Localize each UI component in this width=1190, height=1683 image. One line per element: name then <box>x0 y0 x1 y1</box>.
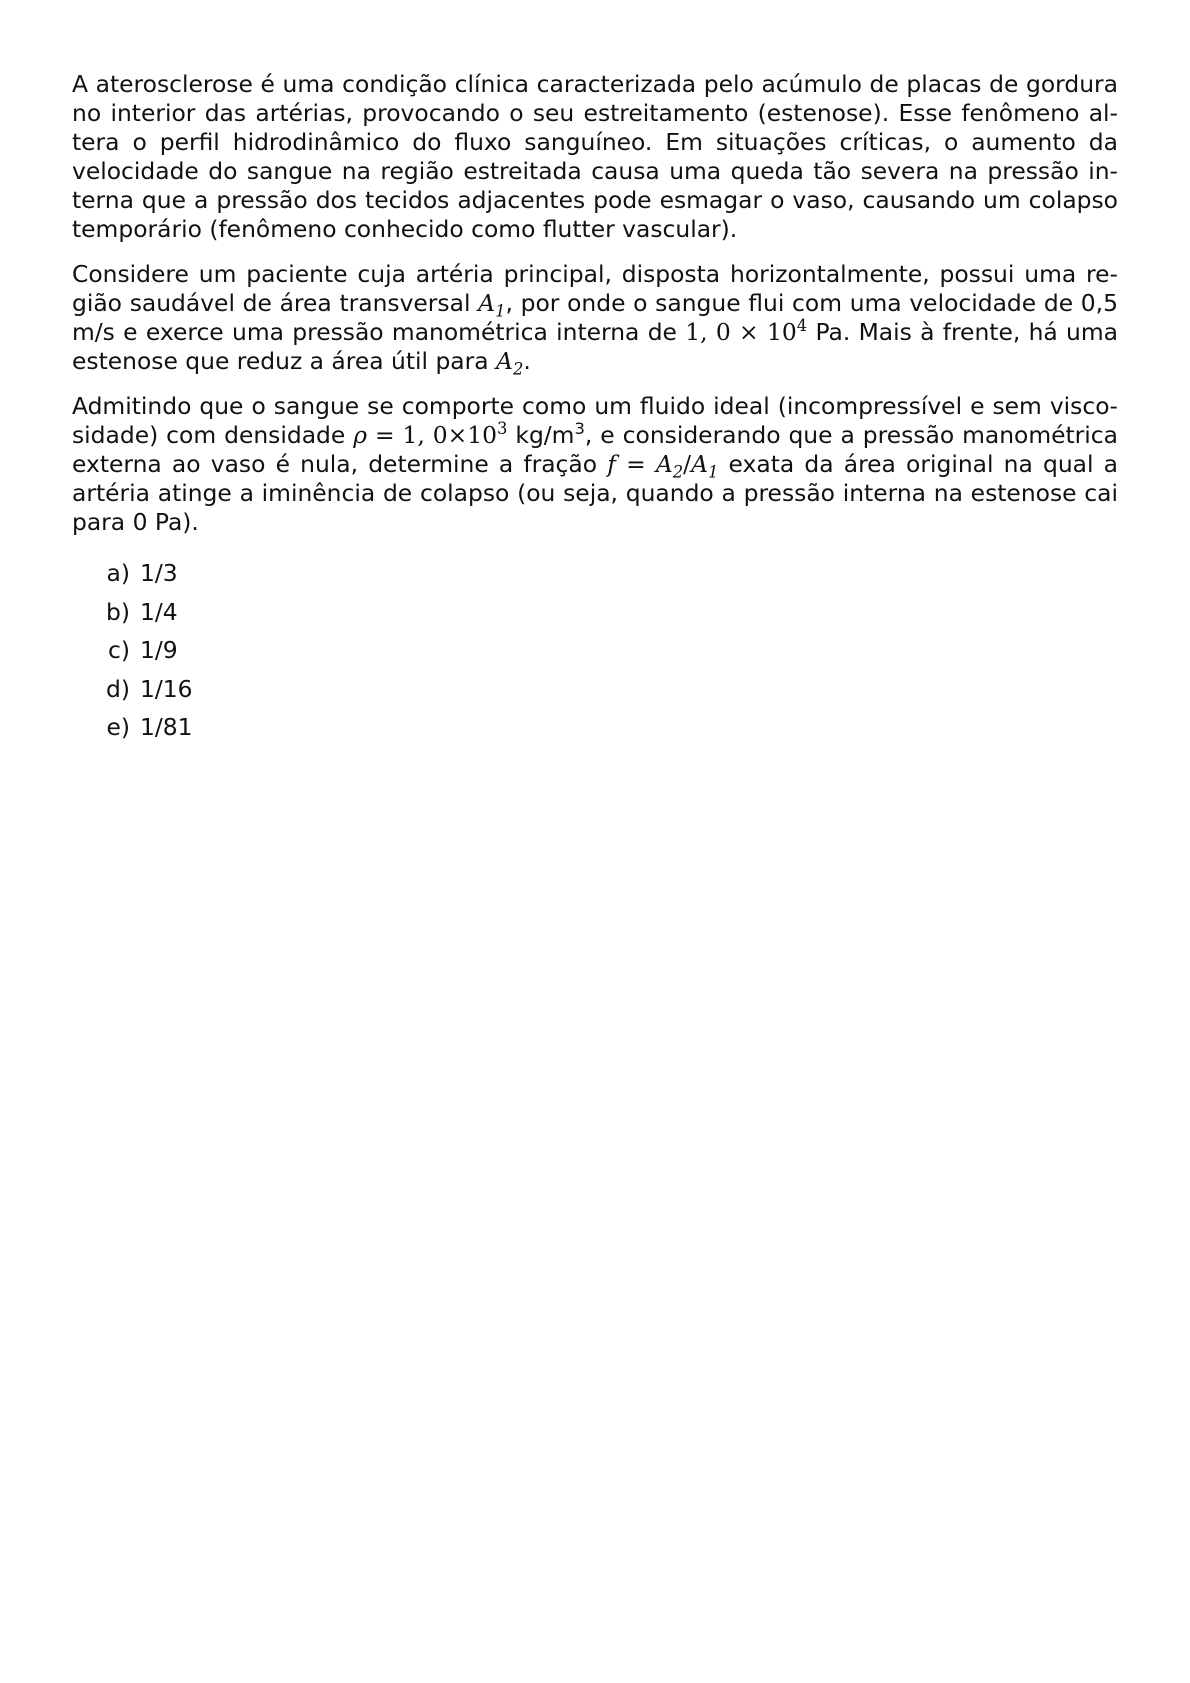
pressure-exponent: 4 <box>796 316 808 336</box>
option-text: 1/81 <box>140 713 193 741</box>
density-exponent: 3 <box>497 419 508 439</box>
density-value <box>367 421 507 449</box>
density-unit-exponent: 3 <box>574 419 585 439</box>
option-letter: e) <box>106 713 130 741</box>
scenario-text-1: Considere um paciente cuja artéria principal, disposta horizontalmente, possui uma região saudável de área transversal <box>72 260 1118 317</box>
task-text-1: Admitindo que o sangue se comporte como um fluido ideal (incompressível e sem viscosidade) com densidade <box>72 392 1118 449</box>
question-page <box>72 70 1118 752</box>
area-a2-base: A <box>496 347 513 375</box>
scenario-text-2: , por onde o sangue flui com uma velocidade de 0,5 m/s e exerce uma pressão manométrica interna de <box>72 289 1118 346</box>
option-a[interactable] <box>96 559 1118 598</box>
density-unit <box>507 421 584 449</box>
fraction-equals: = <box>615 450 656 478</box>
intro-paragraph: A aterosclerose é uma condição clínica caracterizada pelo acúmulo de placas de gordura no interior das artérias, provocando o seu estreitamento (estenose). Esse fenômeno altera o perfil hidrodinâmico do fluxo sanguíneo. Em situações críticas, o aumento da velocidade do sangue na região estreitada causa uma queda tão severa na pressão interna que a pressão dos tecidos adjacentes pode esmagar o vaso, causando um colapso temporário (fenômeno conhecido como flutter vascular). <box>72 70 1118 243</box>
task-text-3: exata da área original na qual a artéria atinge a iminência de colapso (ou seja, quando a pressão interna na estenose cai para 0 Pa). <box>72 450 1118 536</box>
area-a1-base: A <box>478 289 496 317</box>
fraction-slash: / <box>683 450 692 478</box>
option-letter: b) <box>106 597 130 626</box>
density-mantissa: = 1, 0×10 <box>367 421 498 449</box>
option-text: 1/4 <box>140 597 178 626</box>
scenario-text-4: . <box>523 347 531 375</box>
option-c[interactable] <box>96 636 1118 675</box>
area-a1 <box>478 289 506 321</box>
area-a2-sub: 2 <box>512 359 524 379</box>
area-a2 <box>496 347 524 379</box>
task-text-2: , e considerando que a pressão manométrica externa ao vaso é nula, determine a fração <box>72 421 1118 478</box>
answer-options <box>72 559 1118 752</box>
option-text: 1/9 <box>140 636 178 664</box>
fraction-denominator <box>691 450 719 482</box>
fraction-numerator <box>655 450 684 482</box>
option-b[interactable] <box>96 598 1118 637</box>
density-symbol: ρ <box>353 421 367 449</box>
option-letter: d) <box>106 674 130 703</box>
area-a1-sub: 1 <box>495 301 506 321</box>
fraction-denominator-base: A <box>691 450 708 478</box>
option-letter: a) <box>106 559 130 587</box>
option-d[interactable] <box>96 675 1118 714</box>
scenario-text-3: Pa. Mais à frente, há uma estenose que reduz a área útil para <box>72 318 1118 375</box>
fraction-denominator-sub: 1 <box>707 462 719 482</box>
option-letter: c) <box>108 636 130 664</box>
pressure-value <box>685 318 807 346</box>
density-unit-base: kg/m <box>507 421 575 449</box>
fraction-numerator-sub: 2 <box>672 462 684 482</box>
fraction-numerator-base: A <box>655 450 673 478</box>
option-text: 1/16 <box>140 674 193 703</box>
option-e[interactable] <box>96 713 1118 752</box>
pressure-mantissa: 1, 0 × 10 <box>685 318 797 346</box>
fraction-symbol: f <box>607 450 616 478</box>
option-text: 1/3 <box>140 559 178 587</box>
task-paragraph <box>72 392 1118 537</box>
scenario-paragraph <box>72 260 1118 379</box>
